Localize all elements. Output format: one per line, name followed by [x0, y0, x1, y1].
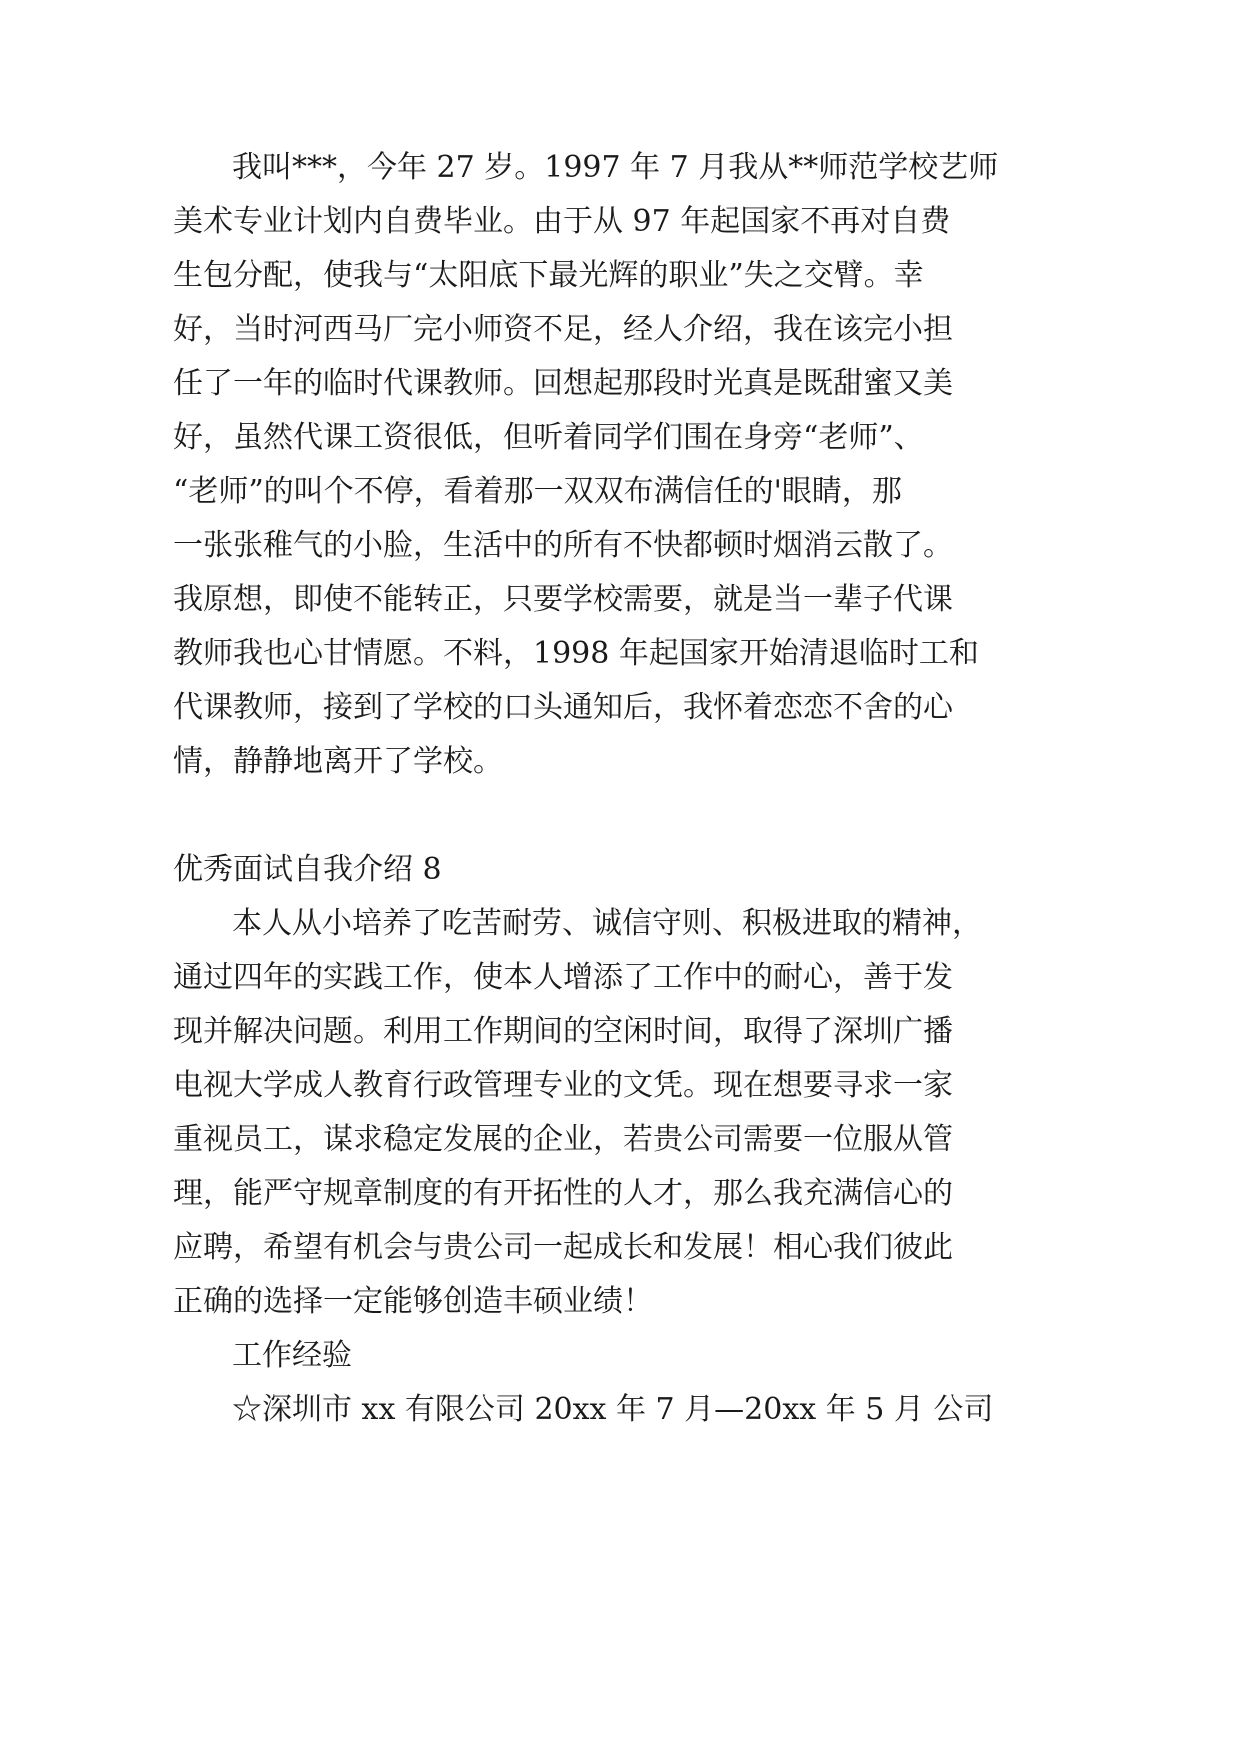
paragraph-1-line-2: 美术专业计划内自费毕业。由于从 97 年起国家不再对自费 [173, 204, 951, 239]
paragraph-2-line-7: 应聘，希望有机会与贵公司一起成长和发展！相心我们彼此 [173, 1230, 953, 1265]
paragraph-1-line-1: 我叫***，今年 27 岁。1997 年 7 月我从**师范学校艺师 [232, 150, 999, 185]
paragraph-1-line-5: 任了一年的临时代课教师。回想起那段时光真是既甜蜜又美 [173, 366, 953, 401]
paragraph-1-line-4: 好，当时河西马厂完小师资不足，经人介绍，我在该完小担 [173, 312, 953, 347]
paragraph-2-line-4: 电视大学成人教育行政管理专业的文凭。现在想要寻求一家 [173, 1068, 953, 1103]
paragraph-2-line-6: 理，能严守规章制度的有开拓性的人才，那么我充满信心的 [173, 1176, 953, 1211]
paragraph-1-line-8: 一张张稚气的小脸，生活中的所有不快都顿时烟消云散了。 [173, 528, 953, 563]
paragraph-1-line-12: 情，静静地离开了学校。 [173, 744, 503, 779]
paragraph-2-line-3: 现并解决问题。利用工作期间的空闲时间，取得了深圳广播 [173, 1014, 953, 1049]
work-experience-entry: ☆深圳市 xx 有限公司 20xx 年 7 月—20xx 年 5 月 公司 [232, 1392, 994, 1427]
paragraph-1-line-3: 生包分配，使我与“太阳底下最光辉的职业”失之交臂。幸 [173, 258, 924, 293]
section-heading: 优秀面试自我介绍 8 [173, 852, 442, 887]
paragraph-2-line-8: 正确的选择一定能够创造丰硕业绩！ [173, 1284, 653, 1319]
paragraph-1-line-7: “老师”的叫个不停，看着那一双双布满信任的'眼睛，那 [173, 474, 902, 509]
paragraph-1-line-9: 我原想，即使不能转正，只要学校需要，就是当一辈子代课 [173, 582, 953, 617]
paragraph-2-line-1: 本人从小培养了吃苦耐劳、诚信守则、积极进取的精神， [232, 906, 982, 941]
paragraph-1-line-10: 教师我也心甘情愿。不料，1998 年起国家开始清退临时工和 [173, 636, 979, 671]
paragraph-1-line-6: 好，虽然代课工资很低，但听着同学们围在身旁“老师”、 [173, 420, 924, 455]
paragraph-2-line-2: 通过四年的实践工作，使本人增添了工作中的耐心，善于发 [173, 960, 953, 995]
paragraph-2-line-5: 重视员工，谋求稳定发展的企业，若贵公司需要一位服从管 [173, 1122, 953, 1157]
work-experience-heading: 工作经验 [232, 1338, 352, 1373]
paragraph-1-line-11: 代课教师，接到了学校的口头通知后，我怀着恋恋不舍的心 [173, 690, 953, 725]
